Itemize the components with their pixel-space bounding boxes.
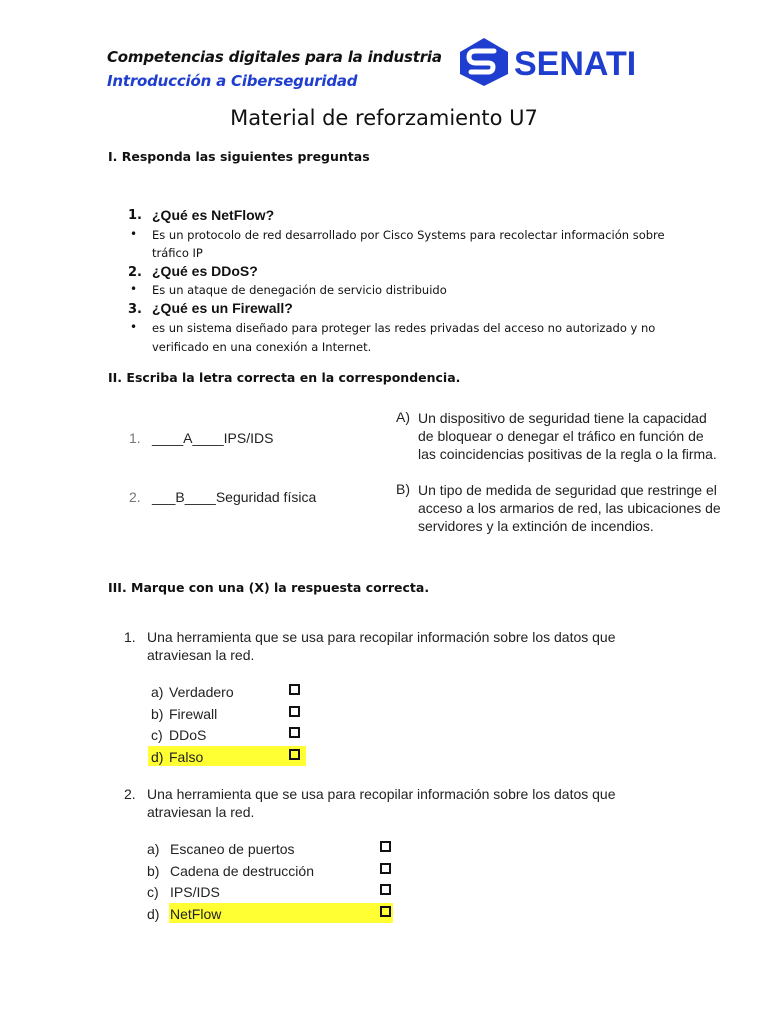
s3-q1-line1: Una herramienta que se usa para recopilar información sobre los datos que	[147, 629, 616, 645]
s3-q2-opt-c-checkbox[interactable]	[380, 884, 391, 895]
s2-right-b-letter: B)	[396, 481, 410, 497]
s3-q2-opt-c-text: IPS/IDS	[170, 884, 220, 900]
s2-right-b-line1: Un tipo de medida de seguridad que restringe el	[418, 482, 717, 498]
s2-right-b-line3: servidores y la extinción de incendios.	[418, 518, 654, 534]
section3-heading: III. Marque con una (X) la respuesta correcta.	[108, 580, 430, 595]
senati-logo-icon	[458, 36, 648, 88]
s1-q3-answer-line2: verificado en una conexión a Internet.	[152, 340, 372, 354]
module-title: Introducción a Ciberseguridad	[107, 72, 358, 90]
s3-q1-opt-b-text: Firewall	[169, 706, 218, 722]
s1-q2-question: ¿Qué es DDoS?	[152, 263, 258, 279]
s2-right-a-letter: A)	[396, 409, 410, 425]
s2-left2-num: 2.	[129, 489, 141, 505]
s3-q2-opt-b-letter: b)	[147, 863, 160, 879]
s3-q2-opt-c-letter: c)	[147, 884, 159, 900]
s1-q1-bullet: •	[130, 227, 138, 241]
s2-left2-text: ___B____Seguridad física	[152, 489, 317, 505]
s1-q2-answer-line1: Es un ataque de denegación de servicio distribuido	[152, 283, 447, 297]
s2-right-a-line3: las coincidencias positivas de la regla o la firma.	[418, 446, 717, 462]
s1-q1-num: 1.	[128, 208, 142, 223]
s3-q1-opt-d-checkbox[interactable]	[289, 749, 300, 760]
s1-q3-answer-line1: es un sistema diseñado para proteger las redes privadas del acceso no autorizado y no	[152, 321, 656, 335]
s2-right-a-line1: Un dispositivo de seguridad tiene la capacidad	[418, 410, 707, 426]
s3-q1-opt-c-checkbox[interactable]	[289, 727, 300, 738]
section1-heading: I. Responda las siguientes preguntas	[108, 149, 370, 164]
s3-q1-opt-b-letter: b)	[151, 706, 164, 722]
s1-q1-answer-line2: tráfico IP	[152, 246, 203, 260]
s3-q1-opt-c-text: DDoS	[169, 727, 207, 743]
s1-q1-answer-line1: Es un protocolo de red desarrollado por Cisco Systems para recolectar información sobre	[152, 228, 665, 242]
senati-logo	[458, 36, 648, 88]
s3-q2-opt-d-text: NetFlow	[170, 906, 222, 922]
s2-left1-text: ____A____IPS/IDS	[152, 430, 274, 446]
s1-q3-question: ¿Qué es un Firewall?	[152, 300, 293, 316]
s3-q2-opt-b-text: Cadena de destrucción	[170, 863, 314, 879]
s3-q2-line1: Una herramienta que se usa para recopilar información sobre los datos que	[147, 786, 616, 802]
s3-q1-opt-d-text: Falso	[169, 749, 204, 765]
s3-q1-opt-c-letter: c)	[151, 727, 163, 743]
s3-q1-num: 1.	[124, 629, 136, 645]
page-title: Material de reforzamiento U7	[230, 106, 538, 130]
s3-q2-line2: atraviesan la red.	[147, 804, 255, 820]
s3-q2-opt-d-letter: d)	[147, 906, 160, 922]
s3-q2-opt-d-checkbox[interactable]	[380, 906, 391, 917]
s1-q3-bullet: •	[130, 320, 138, 334]
s3-q1-line2: atraviesan la red.	[147, 647, 255, 663]
s1-q3-num: 3.	[128, 302, 142, 317]
s3-q1-opt-a-letter: a)	[151, 684, 164, 700]
s1-q1-question: ¿Qué es NetFlow?	[152, 207, 275, 223]
s3-q2-opt-a-text: Escaneo de puertos	[170, 841, 295, 857]
s1-q2-bullet: •	[130, 282, 138, 296]
s3-q1-opt-b-checkbox[interactable]	[289, 706, 300, 717]
section2-heading: II. Escriba la letra correcta en la correspondencia.	[108, 370, 461, 385]
s3-q1-opt-d-letter: d)	[151, 749, 164, 765]
s3-q1-opt-a-text: Verdadero	[169, 684, 234, 700]
s3-q2-opt-b-checkbox[interactable]	[380, 863, 391, 874]
s3-q2-opt-a-letter: a)	[147, 841, 160, 857]
logo-text: SENATI	[514, 45, 637, 83]
s1-q2-num: 2.	[128, 265, 142, 280]
s2-right-b-line2: acceso a los armarios de red, las ubicaciones de	[418, 500, 721, 516]
s3-q1-opt-a-checkbox[interactable]	[289, 684, 300, 695]
s2-left1-num: 1.	[129, 430, 141, 446]
s3-q2-num: 2.	[124, 786, 136, 802]
s3-q2-opt-a-checkbox[interactable]	[380, 841, 391, 852]
s2-right-a-line2: de bloquear o denegar el tráfico en función de	[418, 428, 704, 444]
course-title: Competencias digitales para la industria	[107, 48, 442, 66]
